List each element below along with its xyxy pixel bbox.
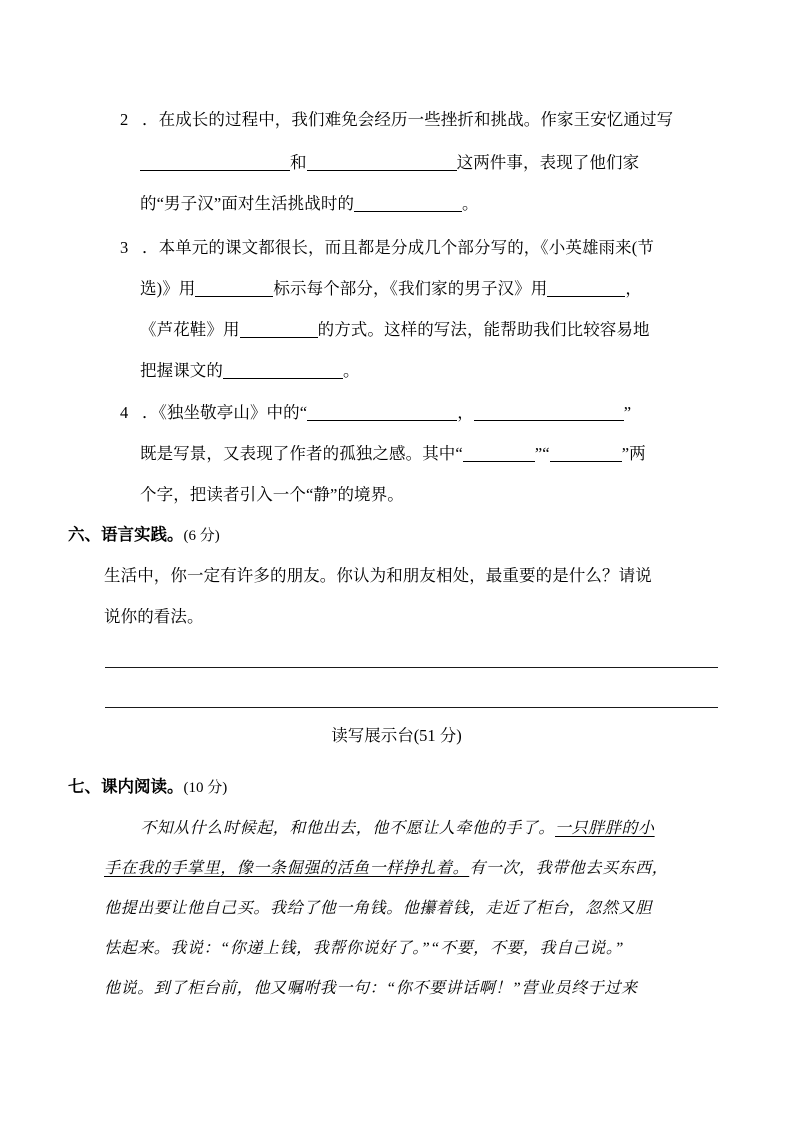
question-4-text-2a: 既是写景，又表现了作者的孤独之感。其中“ [140, 444, 463, 463]
section-six-prompt-line-2 [104, 609, 204, 626]
answer-rule-2[interactable] [105, 707, 718, 708]
question-4-text-1b: ， [457, 403, 474, 422]
question-4-number: 4 [120, 403, 129, 422]
passage-text-5: 他说。到了柜台前，他又嘱咐我一句：“你不要讲话啊！”营业员终于过来 [104, 980, 638, 997]
passage-text-2-underlined: 手在我的手掌里，像一条倔强的活鱼一样挣扎着。 [104, 860, 470, 877]
question-4-blank-3[interactable] [463, 447, 535, 462]
question-4-text-1c: ” [623, 403, 632, 422]
question-2-text-2: 这两件事，表现了他们家 [456, 153, 640, 172]
section-six-points: (6 分) [183, 528, 220, 544]
question-2-conj: 和 [290, 153, 307, 172]
question-3-dot: ． [142, 238, 159, 257]
section-seven-heading [68, 779, 227, 796]
passage-text-2-plain: 有一次，我带他去买东西， [469, 860, 669, 877]
question-4-line-3 [140, 487, 404, 504]
question-2-dot: ． [142, 110, 159, 129]
question-3-line-4 [140, 363, 360, 380]
question-3-text-4b: 。 [343, 361, 360, 380]
question-3-text-4a: 把握课文的 [140, 361, 223, 380]
question-4-text-1a: 《独坐敬亭山》中的“ [158, 403, 308, 422]
section-six-heading [68, 527, 220, 544]
question-3-blank-3[interactable] [240, 323, 318, 338]
question-4-blank-1[interactable] [307, 406, 457, 421]
question-2-text-3: 的“男子汉”面对生活挑战时的 [140, 194, 355, 213]
section-seven-label: 七、课内阅读。 [68, 777, 184, 796]
passage-text-3: 他提出要让他自己买。我给了他一角钱。他攥着钱，走近了柜台，忽然又胆 [104, 900, 652, 917]
question-3-number: 3 [120, 238, 129, 257]
passage-line-4 [104, 941, 624, 957]
question-2-blank-3[interactable] [354, 197, 462, 212]
question-2-line-2 [140, 155, 639, 172]
question-3-text-2b: 标示每个部分，《我们家的男子汉》用 [273, 279, 548, 298]
question-3-text-2c: ， [625, 279, 642, 298]
section-seven-points: (10 分) [183, 780, 228, 796]
question-2-blank-2[interactable] [307, 156, 457, 171]
question-3-line-3 [140, 322, 650, 339]
question-4-text-3: 个字，把读者引入一个“静”的境界。 [140, 485, 404, 504]
passage-line-1 [140, 821, 655, 837]
question-4-text-2b: ”“ [534, 444, 550, 463]
question-3-blank-2[interactable] [547, 282, 625, 297]
question-4-blank-2[interactable] [474, 406, 624, 421]
question-2-period: 。 [462, 194, 479, 213]
question-2-blank-1[interactable] [140, 156, 290, 171]
answer-rule-1[interactable] [105, 667, 718, 668]
question-2-number: 2 [120, 110, 129, 129]
question-3-blank-4[interactable] [223, 364, 343, 379]
passage-text-1-underlined: 一只胖胖的小 [555, 820, 655, 837]
passage-line-5 [104, 981, 638, 997]
section-six-prompt-text-1: 生活中，你一定有许多的朋友。你认为和朋友相处，最重要的是什么？请说 [104, 566, 652, 585]
section-six-prompt-text-2: 说你的看法。 [104, 607, 204, 626]
question-3-line-1 [120, 240, 654, 257]
passage-line-3 [104, 901, 652, 917]
question-3-text-1: 本单元的课文都很长，而且都是分成几个部分写的，《小英雄雨来(节 [158, 238, 654, 257]
question-4-dot: ． [142, 403, 159, 422]
section-six-prompt-line-1 [104, 568, 652, 585]
question-4-line-2 [140, 446, 646, 463]
question-3-line-2 [140, 281, 642, 298]
question-2-line-3 [140, 196, 479, 213]
question-4-text-2c: ”两 [621, 444, 646, 463]
section-band-title [0, 728, 793, 745]
section-band-title-text: 读写展示台(51 分) [331, 726, 462, 745]
passage-line-2 [104, 861, 668, 877]
question-4-blank-4[interactable] [550, 447, 622, 462]
question-3-text-3b: 的方式。这样的写法，能帮助我们比较容易地 [317, 320, 650, 339]
question-4-line-1 [120, 405, 631, 422]
passage-text-4: 怯起来。我说：“你递上钱，我帮你说好了。”“不要，不要，我自己说。” [104, 940, 624, 957]
question-3-blank-1[interactable] [195, 282, 273, 297]
question-3-text-3a: 《芦花鞋》用 [140, 320, 240, 339]
section-six-label: 六、语言实践。 [68, 525, 184, 544]
question-2-line-1 [120, 112, 673, 129]
question-2-text-1: 在成长的过程中，我们难免会经历一些挫折和挑战。作家王安忆通过写 [158, 110, 674, 129]
question-3-text-2a: 选)》用 [140, 279, 196, 298]
passage-text-1-plain: 不知从什么时候起，和他出去，他不愿让人牵他的手了。 [140, 820, 556, 837]
